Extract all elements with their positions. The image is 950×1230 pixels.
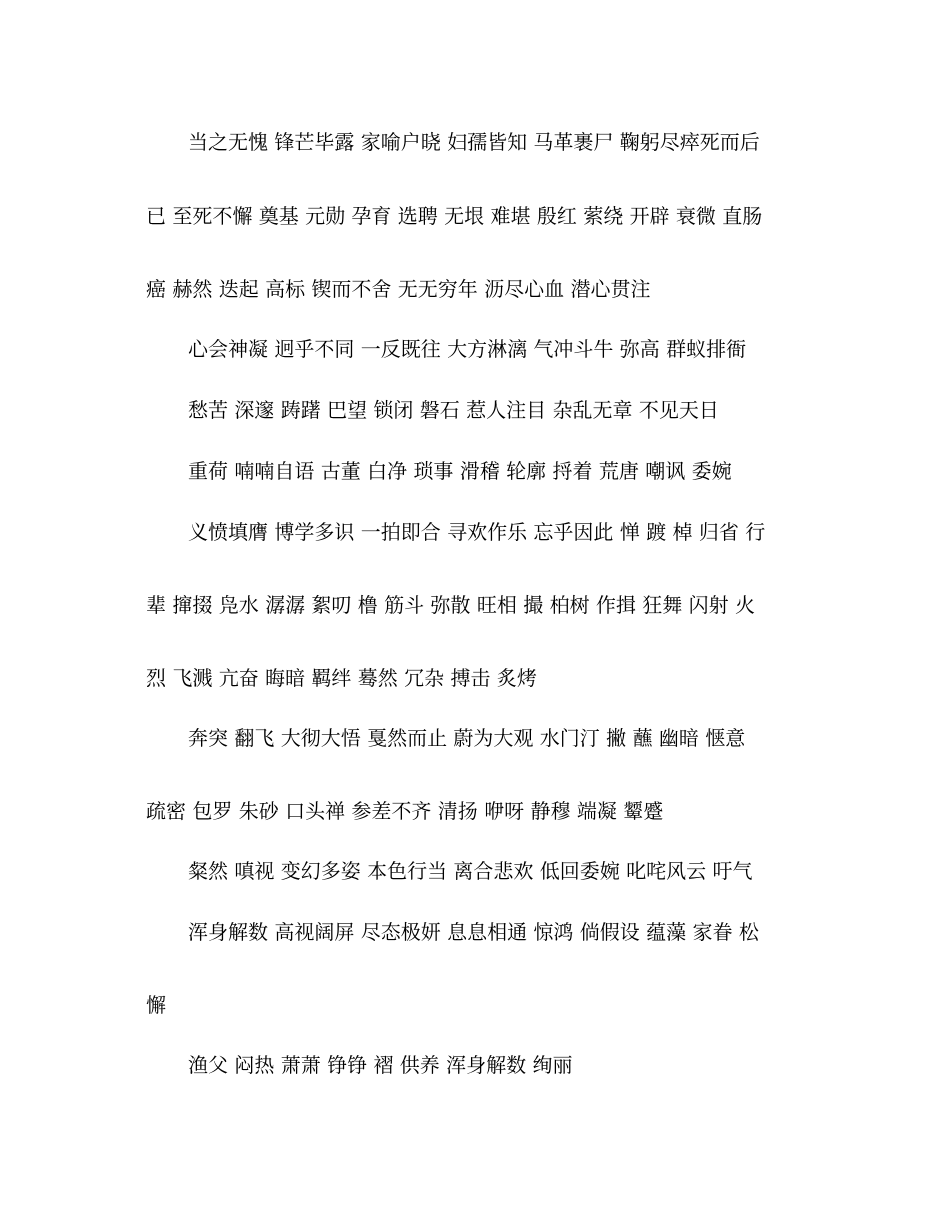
paragraph-4-line-1: 重荷 喃喃自语 古董 白净 琐事 滑稽 轮廓 捋着 荒唐 嘲讽 委婉 [188, 459, 732, 483]
paragraph-5-line-3: 烈 飞溅 亢奋 晦暗 羁绊 蓦然 冗杂 搏击 炙烤 [146, 666, 537, 690]
paragraph-7-line-1: 粲然 嗔视 变幻多姿 本色行当 离合悲欢 低回委婉 叱咤风云 吁气 [188, 859, 753, 883]
paragraph-9-line-1: 渔父 闷热 萧萧 铮铮 褶 供养 浑身解数 绚丽 [188, 1053, 573, 1077]
paragraph-8-line-1: 浑身解数 高视阔屏 尽态极妍 息息相通 惊鸿 倘假设 蕴藻 家眷 松 [188, 920, 759, 944]
paragraph-6-line-2: 疏密 包罗 朱砂 口头禅 参差不齐 清扬 咿呀 静穆 端凝 颦蹙 [146, 799, 664, 823]
paragraph-1-line-1: 当之无愧 锋芒毕露 家喻户晓 妇孺皆知 马革裹尸 鞠躬尽瘁死而后 [188, 130, 760, 154]
paragraph-2-line-1: 心会神凝 迥乎不同 一反既往 大方淋漓 气冲斗牛 弥高 群蚁排衙 [188, 337, 747, 361]
paragraph-5-line-2: 辈 撺掇 凫水 潺潺 絮叨 橹 筋斗 弥散 旺相 撮 柏树 作揖 狂舞 闪射 火 [146, 593, 756, 617]
paragraph-5-line-1: 义愤填膺 博学多识 一拍即合 寻欢作乐 忘乎因此 惮 踱 棹 归省 行 [188, 520, 766, 544]
paragraph-1-line-2: 已 至死不懈 奠基 元勋 孕育 选聘 无垠 难堪 殷红 萦绕 开辟 衰微 直肠 [146, 204, 763, 228]
paragraph-1-line-3: 癌 赫然 迭起 高标 锲而不舍 无无穷年 沥尽心血 潜心贯注 [146, 277, 651, 301]
paragraph-6-line-1: 奔突 翻飞 大彻大悟 戛然而止 蔚为大观 水门汀 撇 蘸 幽暗 惬意 [188, 726, 746, 750]
paragraph-8-line-2: 懈 [146, 993, 166, 1017]
paragraph-3-line-1: 愁苦 深邃 踌躇 巴望 锁闭 磐石 惹人注目 杂乱无章 不见天日 [188, 398, 719, 422]
